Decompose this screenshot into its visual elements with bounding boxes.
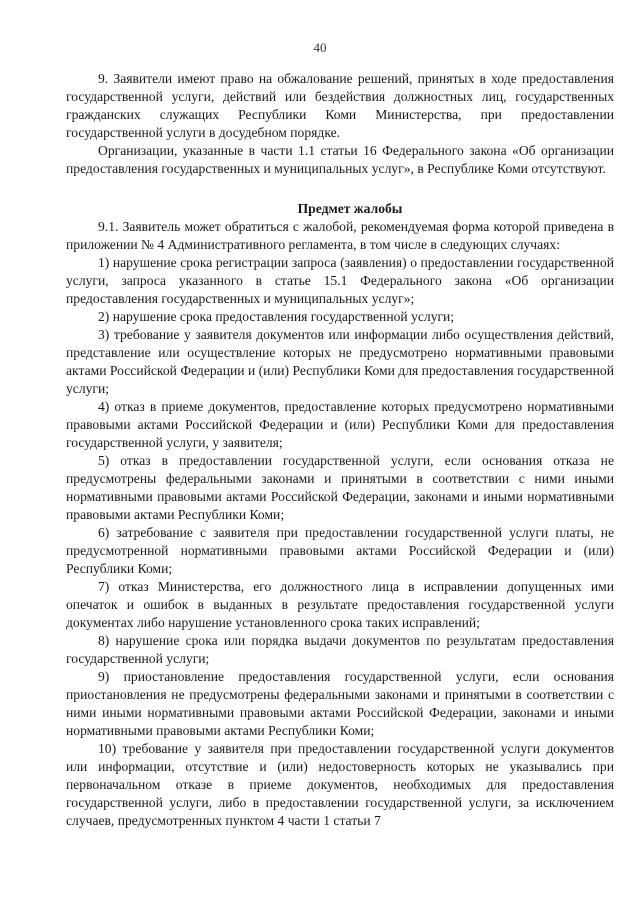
- list-item-6: 6) затребование с заявителя при предоставлении государственной услуги платы, не предусмотренной нормативными правовыми актами Российской Федерации и (или) Республики Коми;: [66, 525, 614, 576]
- list-item-2: 2) нарушение срока предоставления государственной услуги;: [98, 309, 455, 324]
- paragraph-organizations: Организации, указанные в части 1.1 статьи 16 Федерального закона «Об организации предоставления государственных и муниципальных услуг», в Республике Коми отсутствуют.: [66, 143, 614, 176]
- list-item-10: 10) требование у заявителя при предоставлении государственной услуги документов или информации, отсутствие и (или) недостоверность которых не указывались при первоначальном отказе в приеме документов, необходимых для предоставления государственной услуги, либо в предоставлении государственной услуги, за исключением случаев, предусмотренных пунктом 4 части 1 статьи 7: [66, 741, 614, 828]
- page-number: 40: [313, 40, 327, 55]
- list-item-4: 4) отказ в приеме документов, предоставление которых предусмотрено нормативными правовыми актами Российской Федерации и (или) Республики Коми для предоставления государственной услуги, у заявителя;: [66, 399, 614, 450]
- section-heading: Предмет жалобы: [297, 201, 403, 216]
- list-item-3: 3) требование у заявителя документов или информации либо осуществления действий, представление или осуществление которых не предусмотрено нормативными правовыми актами Российской Федерации и (или) Республики Коми для предоставления государственной услуги;: [66, 327, 614, 396]
- list-item-5: 5) отказ в предоставлении государственной услуги, если основания отказа не предусмотрены федеральными законами и принятыми в соответствии с ними иными нормативными правовыми актами Российской Федерации, законами и иными нормативными правовыми актами Республики Коми;: [66, 453, 614, 522]
- paragraph-9: 9. Заявители имеют право на обжалование решений, принятых в ходе предоставления государственной услуги, действий или бездействия должностных лиц, государственных гражданских служащих Республики Коми Министерства, при предоставлении государственной услуги в досудебном порядке.: [66, 71, 614, 140]
- paragraph-9-1: 9.1. Заявитель может обратиться с жалобой, рекомендуемая форма которой приведена в приложении № 4 Административного регламента, в том числе в следующих случаях:: [66, 219, 614, 252]
- list-item-9: 9) приостановление предоставления государственной услуги, если основания приостановления не предусмотрены федеральными законами и принятыми в соответствии с ними иными нормативными правовыми актами Российской Федерации, законами и иными нормативными правовыми актами Республики Коми;: [66, 669, 614, 738]
- list-item-8: 8) нарушение срока или порядка выдачи документов по результатам предоставления государственной услуги;: [66, 633, 614, 666]
- list-item-7: 7) отказ Министерства, его должностного лица в исправлении допущенных ими опечаток и ошибок в выданных в результате предоставления государственной услуги документах либо нарушение установленного срока таких исправлений;: [66, 579, 614, 630]
- list-item-1: 1) нарушение срока регистрации запроса (заявления) о предоставлении государственной услуги, запроса указанного в статье 15.1 Федерального закона «Об организации предоставления государственных и муниципальных услуг»;: [66, 255, 614, 306]
- document-body: [66, 70, 614, 830]
